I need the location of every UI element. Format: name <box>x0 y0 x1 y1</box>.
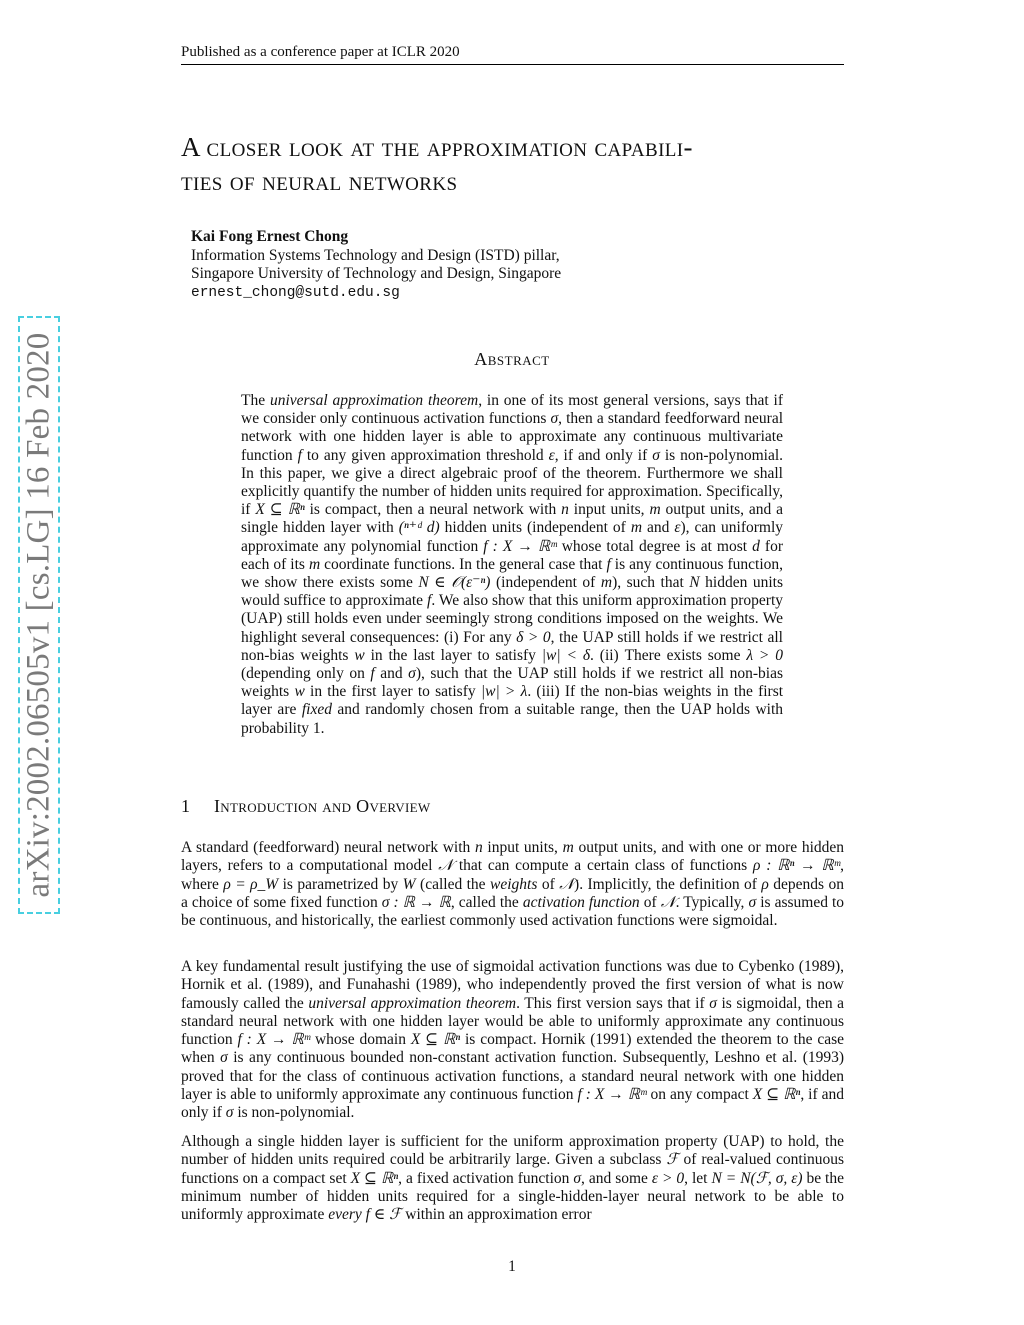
text-run: output units, and with one or more hidden layers, refers to a computational model <box>181 839 845 875</box>
math: m <box>600 574 613 592</box>
text-run: , in one of its most general versions, says that if we consider only continuous activation functions <box>241 392 784 428</box>
math: ρ : ℝⁿ → ℝᵐ <box>753 857 841 875</box>
text-run: , if and only if <box>554 446 648 464</box>
text-run: that can compute a certain class of functions <box>458 857 748 875</box>
author-email[interactable]: ernest_chong@sutd.edu.sg <box>191 284 400 301</box>
text-run: input units, <box>487 839 558 856</box>
math: n <box>561 501 569 519</box>
text-run: The <box>241 392 266 409</box>
text-run: (independent of <box>496 574 596 592</box>
text-run: , let <box>684 1169 708 1187</box>
text-run: within an approximation error <box>405 1206 592 1224</box>
math: ρ = ρ_W <box>223 875 279 893</box>
math: σ : ℝ → ℝ <box>381 893 451 911</box>
text-run: is non-polynomial. In this paper, we give a direct algebraic proof of the theorem. Furthermore we shall explicitly quantify the number of hidden units required for approximation. Specifically, if <box>241 446 784 519</box>
abstract-heading: Abstract <box>474 349 550 369</box>
text-run: coordinate functions. In the general case that <box>324 555 603 573</box>
math: σ <box>408 665 416 683</box>
arxiv-identifier[interactable]: arXiv:2002.06505v1 [cs.LG] 16 Feb 2020 <box>20 332 57 898</box>
author-block <box>191 228 561 302</box>
math: σ <box>220 1049 228 1067</box>
text-run: whose domain <box>314 1031 406 1049</box>
text-run: is any continuous bounded non-constant activation function. Subsequently, Leshno et al. (1993) proved that for the class of continuous activation functions, a standard neural network with one hidden layer is able to uniformly approximate any continuous function <box>181 1049 845 1104</box>
paragraph-3 <box>181 1133 844 1224</box>
math: f : X → ℝᵐ <box>577 1086 647 1104</box>
text-run: is sigmoidal, then a standard neural network with one hidden layer would be able to uniformly approximate any continuous function <box>181 994 845 1049</box>
emphasis: every <box>328 1206 362 1224</box>
abstract-body <box>241 392 783 738</box>
math: w <box>354 646 365 664</box>
math: N ∈ 𝒪(ε⁻ⁿ) <box>418 574 491 592</box>
text-run: of <box>541 875 555 893</box>
text-run: (depending only on <box>241 665 365 683</box>
text-run: is any continuous function, we show there exists some <box>241 555 784 592</box>
math: |w| > λ <box>480 683 528 701</box>
paper-title <box>181 130 861 198</box>
text-run: be the minimum number of hidden units required for a single-hidden-layer neural network to be able to uniformly approximate <box>181 1169 844 1224</box>
math: σ <box>225 1104 234 1122</box>
text-run: is parametrized by <box>282 875 399 893</box>
math: n <box>474 839 483 856</box>
text-run: in the first layer to satisfy <box>310 683 476 701</box>
math: σ <box>709 994 717 1012</box>
section-heading <box>181 796 430 817</box>
math: m <box>630 519 643 537</box>
paragraph-1 <box>181 839 844 930</box>
text-run: of <box>643 893 657 911</box>
text-run: and <box>380 665 403 683</box>
header-rule <box>181 64 844 65</box>
text-run: (called the <box>420 875 486 893</box>
math: ε > 0 <box>651 1169 685 1187</box>
math: f <box>427 592 432 610</box>
math: f <box>370 665 375 683</box>
text-run: , a fixed activation function <box>398 1169 570 1187</box>
text-run: . This first version says that if <box>516 994 705 1012</box>
math: (ⁿ⁺ᵈ d) <box>398 519 440 537</box>
text-run: on any compact <box>650 1086 749 1104</box>
text-run: to any given approximation threshold <box>306 446 544 464</box>
math: X ⊆ ℝⁿ <box>752 1086 801 1104</box>
math: f <box>297 446 302 464</box>
math: ℱ <box>666 1151 679 1169</box>
text-run: ). Implicitly, the definition of <box>574 875 757 893</box>
math: W <box>402 875 416 893</box>
author-name: Kai Fong Ernest Chong <box>191 228 349 245</box>
text-run: , if and only if <box>181 1086 844 1122</box>
page-number: 1 <box>508 1258 516 1275</box>
emphasis: universal approximation theorem <box>308 994 517 1012</box>
text-run: and randomly chosen from a suitable range, then the UAP holds with probability 1. <box>241 701 784 737</box>
author-affiliation-2: Singapore University of Technology and Design, Singapore <box>191 265 562 283</box>
text-run: . (iii) If the non-bias weights in the first layer are <box>241 683 784 719</box>
math: σ <box>748 893 757 911</box>
math: X ⊆ ℝⁿ <box>410 1031 461 1049</box>
author-affiliation-1: Information Systems Technology and Design (ISTD) pillar, <box>191 246 560 264</box>
section-title: Introduction and Overview <box>214 796 431 816</box>
text-run: A key fundamental result justifying the use of sigmoidal activation functions was due to Cybenko (1989), Hornik et al. (1989), and Funahashi (1989), who independently proved the first version of what is now famously called the <box>181 958 844 1012</box>
text-run: ), can uniformly approximate any polynomial function <box>241 519 784 555</box>
math: N <box>689 574 700 592</box>
text-run: and <box>647 519 670 537</box>
math: X ⊆ ℝⁿ <box>350 1169 399 1187</box>
venue-note: Published as a conference paper at ICLR 2020 <box>181 44 460 60</box>
text-run: hidden units would suffice to approximate <box>241 574 783 610</box>
text-run: of real-valued continuous functions on a compact set <box>181 1151 845 1187</box>
math: ε <box>548 446 555 464</box>
text-run: , called the <box>450 893 519 911</box>
text-run: ), such that <box>612 574 684 592</box>
title-line-1: A closer look at the approximation capabili- <box>181 132 693 162</box>
math: m <box>562 839 574 856</box>
math: |w| < δ <box>541 646 591 664</box>
paragraph-2 <box>181 958 844 1123</box>
math: d <box>752 537 760 555</box>
text-run: is non-polynomial. <box>237 1104 355 1122</box>
math: σ <box>550 410 559 428</box>
text-run: ), such that the UAP still holds if we restrict all non-bias weights <box>241 665 783 701</box>
section-number: 1 <box>181 796 191 816</box>
text-run: depends on a choice of some fixed function <box>181 875 845 911</box>
emphasis: universal approximation theorem <box>269 392 479 409</box>
text-run: is assumed to be continuous, and historically, the earliest commonly used activation functions were sigmoidal. <box>181 893 845 930</box>
text-run: input units, <box>573 501 645 519</box>
arxiv-stamp[interactable] <box>18 316 60 914</box>
emphasis: fixed <box>301 701 332 719</box>
text-run: Although a single hidden layer is sufficient for the uniform approximation property (UAP) to hold, the number of hidden units required could be arbitrarily large. Given a subclass <box>181 1133 844 1169</box>
text-run: , and some <box>581 1169 648 1187</box>
text-run: whose total degree is at most <box>561 537 748 555</box>
text-run: . Typically, <box>675 893 745 911</box>
math: λ > 0 <box>746 646 784 664</box>
math: 𝒩 <box>660 893 676 911</box>
math: f : X → ℝᵐ <box>237 1031 311 1049</box>
emphasis: weights <box>490 875 538 893</box>
math: w <box>294 683 305 701</box>
text-run: output units, and a single hidden layer with <box>241 501 784 537</box>
emphasis: activation function <box>522 893 640 911</box>
math: 𝒩 <box>438 857 454 875</box>
math: f <box>606 555 611 573</box>
text-run: , where <box>181 857 844 893</box>
math: δ > 0 <box>516 628 551 646</box>
math: N = N(ℱ, σ, ε) <box>711 1169 803 1187</box>
math: f : X → ℝᵐ <box>483 537 557 555</box>
math: σ <box>652 446 660 464</box>
math: X ⊆ ℝⁿ <box>255 501 305 519</box>
text-run: , then a standard feedforward neural network with one hidden layer is able to approximate any continuous multivariate function <box>241 410 784 464</box>
text-run: . We also show that this uniform approximation property (UAP) still holds even under seemingly strong conditions imposed on the weights. We highlight several consequences: (i) For any <box>241 592 784 646</box>
math: 𝒩 <box>559 875 575 893</box>
text-run: hidden units (independent of <box>444 519 626 537</box>
math: m <box>308 555 321 573</box>
text-run: , the UAP still holds if we restrict all non-bias weights <box>241 628 783 664</box>
math: ε <box>674 519 681 537</box>
text-run: A standard (feedforward) neural network with <box>181 839 471 856</box>
text-run: is compact, then a neural network with <box>309 501 557 519</box>
title-line-2: ties of neural networks <box>181 166 458 196</box>
text-run: in the last layer to satisfy <box>370 646 536 664</box>
math: f ∈ ℱ <box>365 1206 402 1224</box>
text-run: for each of its <box>241 537 783 573</box>
math: ρ <box>761 875 769 893</box>
text-run: is compact. Hornik (1991) extended the theorem to the case when <box>181 1031 844 1067</box>
math: m <box>649 501 661 519</box>
math: σ <box>573 1169 582 1187</box>
text-run: . (ii) There exists some <box>590 646 741 664</box>
